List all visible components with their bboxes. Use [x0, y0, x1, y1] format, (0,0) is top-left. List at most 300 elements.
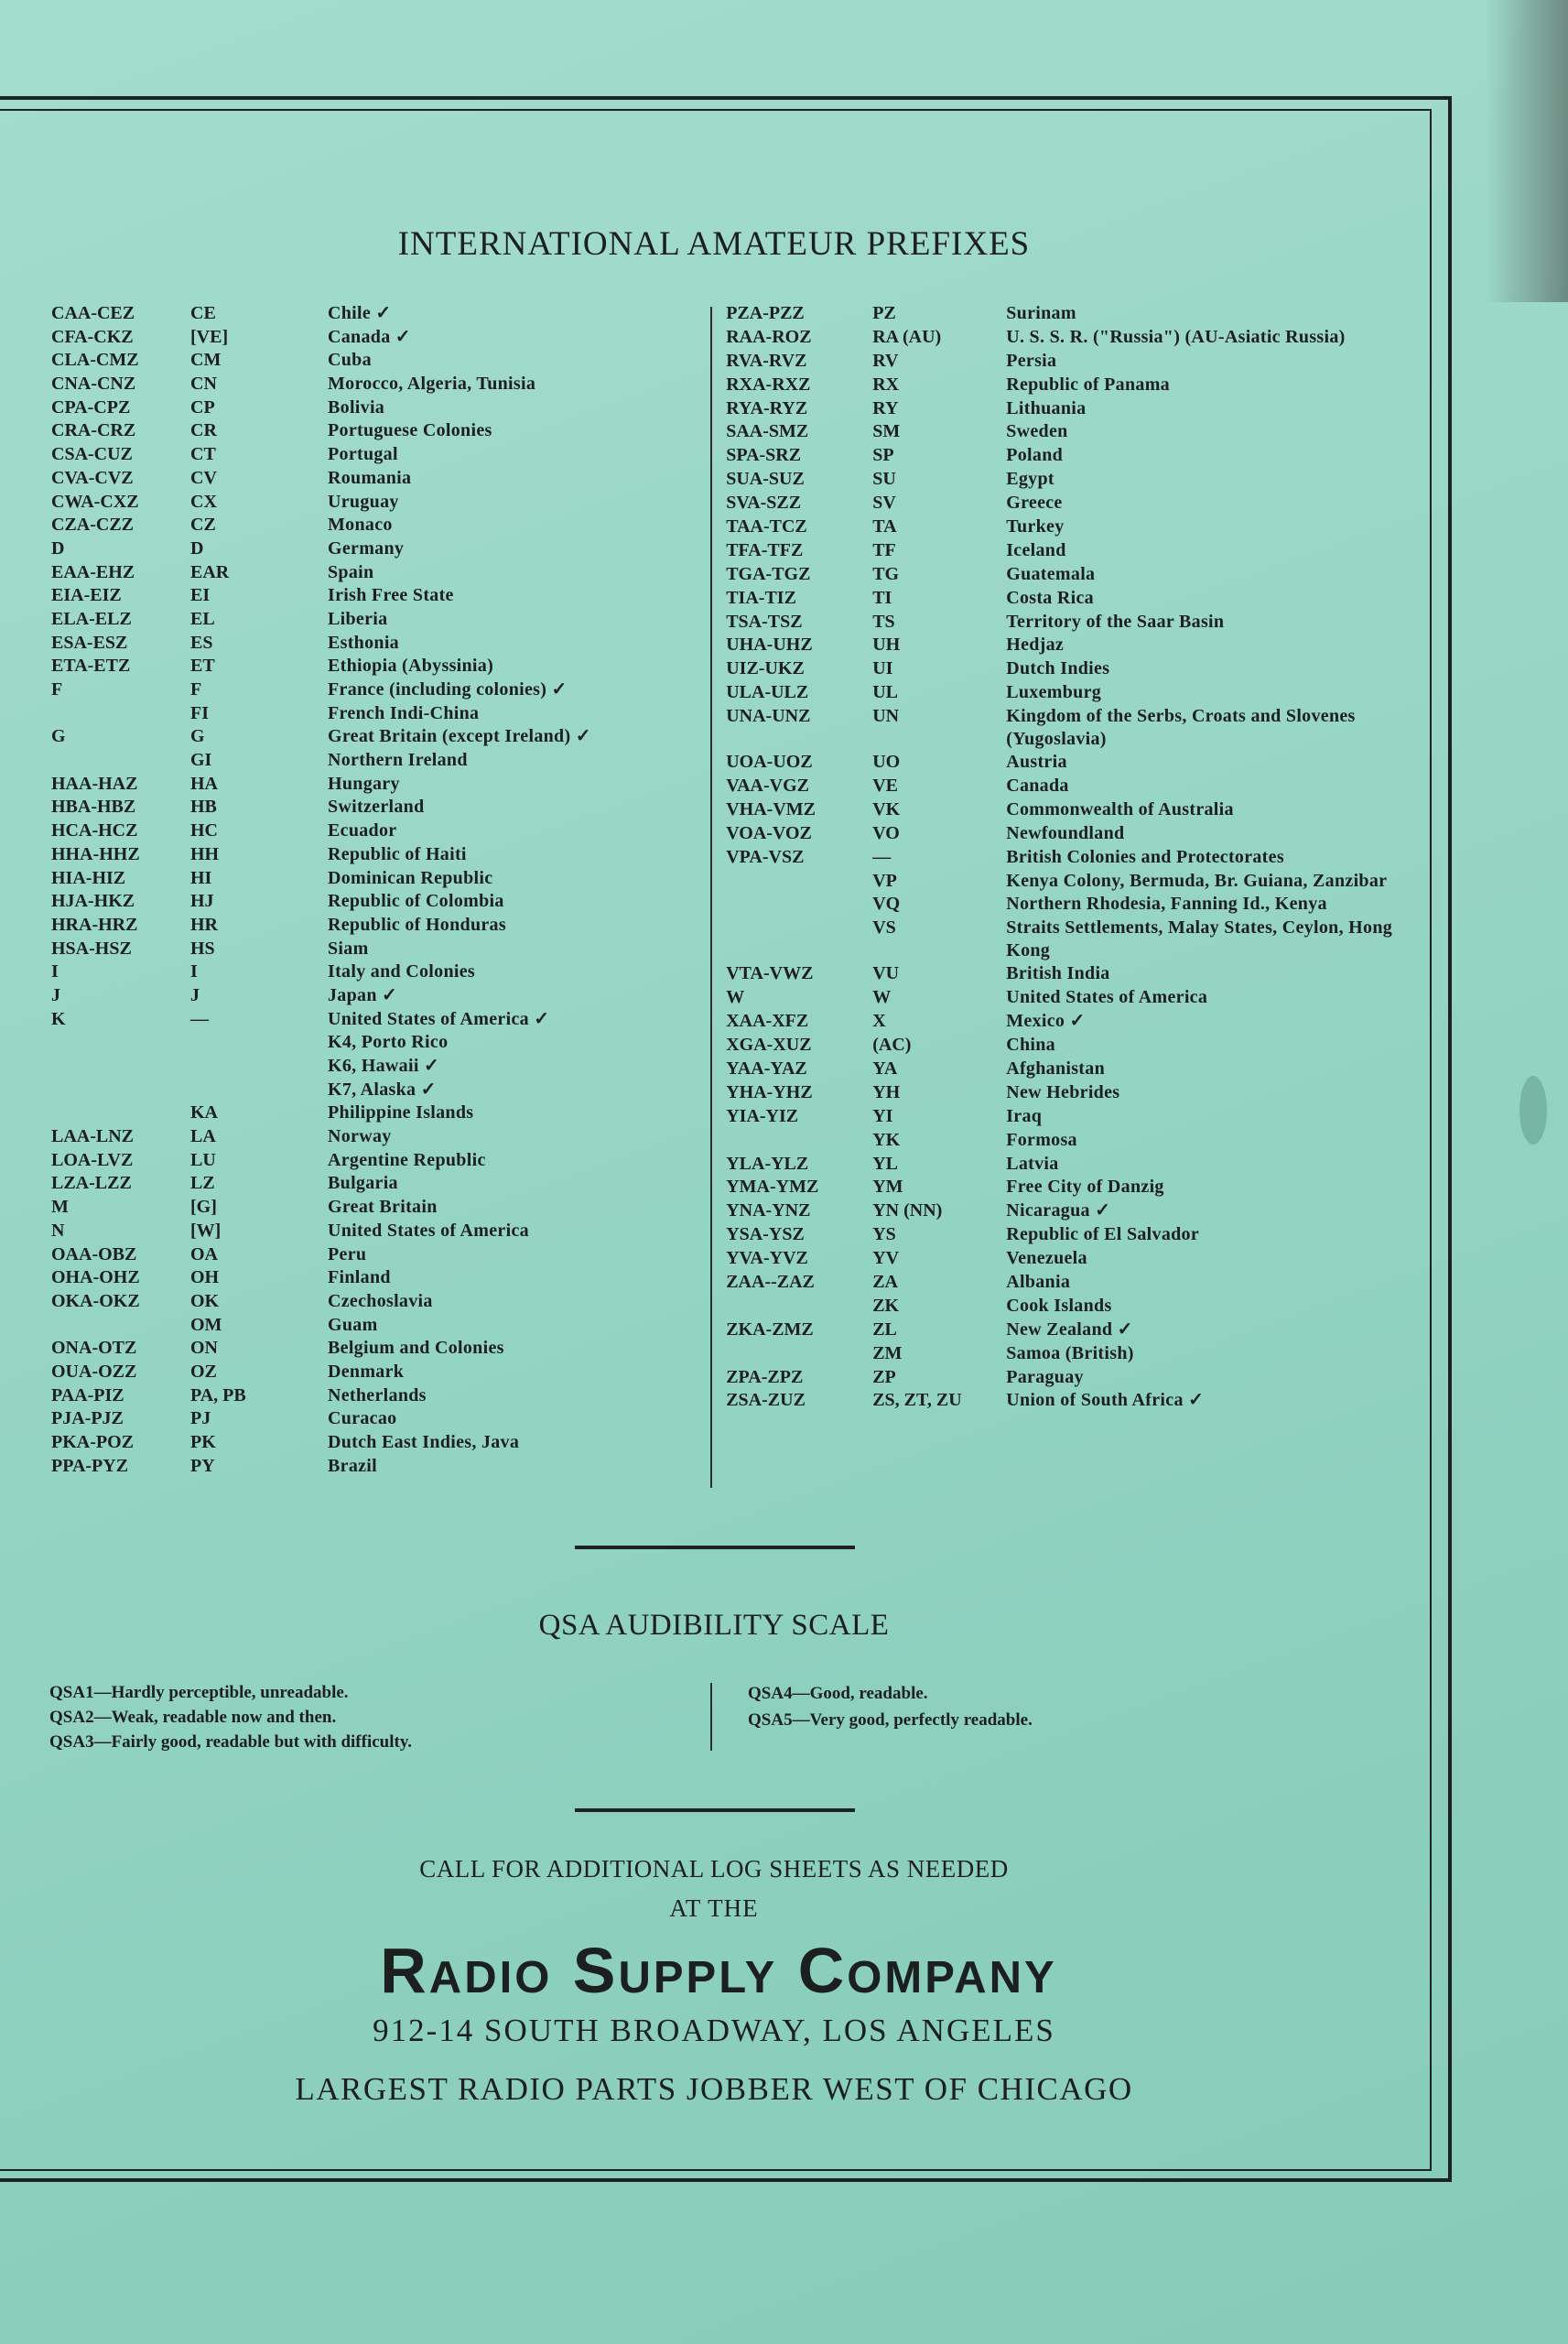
call-block: YAA-YAZ — [726, 1058, 807, 1079]
country: Dominican Republic — [328, 867, 493, 888]
prefix-row — [726, 634, 1415, 657]
prefix-row — [51, 1431, 699, 1455]
country: Portugal — [328, 444, 398, 465]
prefix: CZ — [190, 515, 216, 536]
prefix: UL — [872, 682, 899, 703]
prefix: TF — [872, 539, 896, 560]
prefix-row — [726, 1342, 1415, 1366]
prefix-table — [51, 302, 1415, 1478]
prefix: ZA — [872, 1271, 899, 1292]
country: New Hebrides — [1006, 1081, 1120, 1102]
call-block: CSA-CUZ — [51, 444, 133, 465]
prefix-row — [51, 302, 699, 326]
prefix: RA (AU) — [872, 326, 942, 347]
country: Straits Settlements, Malay States, Ceylon, Hong Kong — [1006, 917, 1393, 961]
prefix-row — [51, 1407, 699, 1431]
country: Northern Ireland — [328, 750, 468, 771]
prefix: OA — [190, 1243, 218, 1264]
company-name: Radio Supply Company — [380, 1935, 1057, 2006]
call-block: RVA-RVZ — [726, 350, 807, 371]
prefix-row — [51, 491, 699, 515]
prefix: RX — [872, 374, 900, 395]
country: Kingdom of the Serbs, Croats and Slovenes (Yugoslavia) — [1006, 706, 1356, 750]
prefix-row — [51, 1101, 699, 1125]
prefix-row — [51, 843, 699, 867]
prefix: X — [872, 1011, 886, 1032]
prefix: YV — [872, 1248, 900, 1269]
prefix-row — [51, 1337, 699, 1361]
country: British India — [1006, 963, 1110, 984]
section-rule — [575, 1546, 855, 1549]
country: Dutch Indies — [1006, 658, 1110, 679]
country: Afghanistan — [1006, 1058, 1105, 1079]
country: Austria — [1006, 752, 1067, 773]
prefix: HI — [190, 867, 212, 888]
country: K7, Alaska ✓ — [328, 1079, 437, 1100]
prefix-row — [726, 563, 1415, 587]
prefix: VS — [872, 917, 896, 939]
country: Republic of Colombia — [328, 891, 504, 912]
country: United States of America ✓ — [328, 1008, 550, 1029]
prefix-row — [51, 984, 699, 1008]
call-block: M — [51, 1197, 69, 1218]
prefix-row — [726, 468, 1415, 492]
country: Peru — [328, 1243, 367, 1264]
prefix: PJ — [190, 1408, 211, 1429]
prefix: YL — [872, 1153, 899, 1174]
prefix: HC — [190, 820, 218, 841]
prefix-row — [51, 1243, 699, 1267]
qsa-list-right — [748, 1680, 1033, 1733]
country: Republic of El Salvador — [1006, 1224, 1200, 1245]
prefix-row — [726, 611, 1415, 635]
call-block: HJA-HKZ — [51, 891, 135, 912]
country: Territory of the Saar Basin — [1006, 611, 1225, 632]
prefix-row — [51, 1266, 699, 1290]
prefix: OH — [190, 1267, 220, 1288]
prefix-row — [726, 1199, 1415, 1223]
country: Ecuador — [328, 820, 397, 841]
prefix-row — [51, 373, 699, 396]
call-block: EIA-EIZ — [51, 585, 122, 606]
country: Irish Free State — [328, 585, 454, 606]
prefix: RY — [872, 397, 899, 418]
call-block: G — [51, 726, 66, 747]
prefix: CE — [190, 303, 216, 323]
country: Dutch East Indies, Java — [328, 1432, 520, 1452]
prefix-row — [726, 1389, 1415, 1413]
call-block: TIA-TIZ — [726, 587, 796, 608]
prefix: ET — [190, 656, 215, 677]
prefix: TI — [872, 587, 892, 608]
prefix-row — [726, 775, 1415, 798]
prefix-row — [726, 1223, 1415, 1247]
prefix-row — [726, 798, 1415, 822]
country: Morocco, Algeria, Tunisia — [328, 374, 536, 395]
prefix: UO — [872, 752, 901, 773]
country: Great Britain (except Ireland) ✓ — [328, 726, 591, 747]
prefix-row — [51, 749, 699, 773]
prefix: (AC) — [872, 1035, 912, 1056]
country: Denmark — [328, 1361, 405, 1382]
country: Samoa (British) — [1006, 1342, 1134, 1363]
prefix-row — [51, 467, 699, 491]
prefix: LA — [190, 1126, 216, 1147]
country: Persia — [1006, 350, 1057, 371]
country: Cook Islands — [1006, 1295, 1112, 1316]
prefix-row — [51, 1172, 699, 1196]
prefix: CV — [190, 467, 217, 488]
prefix: EAR — [190, 561, 230, 582]
country: Surinam — [1006, 303, 1076, 323]
prefix-row — [51, 419, 699, 443]
call-block: YSA-YSZ — [726, 1224, 805, 1245]
call-block: RXA-RXZ — [726, 374, 811, 395]
country: Ethiopia (Abyssinia) — [328, 656, 494, 677]
prefix: KA — [190, 1102, 218, 1123]
call-block: XGA-XUZ — [726, 1035, 812, 1056]
prefix-row — [726, 539, 1415, 563]
call-block: LOA-LVZ — [51, 1149, 134, 1170]
country: Norway — [328, 1126, 392, 1147]
prefix-table-title: INTERNATIONAL AMATEUR PREFIXES — [397, 225, 1031, 263]
qsa-item: QSA3—Fairly good, readable but with difficulty. — [49, 1732, 413, 1752]
call-block: VOA-VOZ — [726, 822, 812, 843]
prefix-row — [51, 702, 699, 726]
prefix-row — [726, 1081, 1415, 1105]
call-block: TSA-TSZ — [726, 611, 803, 632]
call-block: SUA-SUZ — [726, 469, 805, 490]
prefix: UI — [872, 658, 893, 679]
country: U. S. S. R. ("Russia") (AU-Asiatic Russia) — [1006, 326, 1346, 347]
country: Venezuela — [1006, 1248, 1087, 1269]
country: Union of South Africa ✓ — [1006, 1390, 1205, 1411]
prefix: EI — [190, 585, 211, 606]
prefix-row — [51, 1220, 699, 1243]
prefix-row — [51, 960, 699, 984]
prefix: PZ — [872, 303, 896, 323]
call-block: I — [51, 961, 59, 982]
prefix-row — [51, 1361, 699, 1384]
country: French Indi-China — [328, 702, 480, 723]
prefix-row — [726, 397, 1415, 421]
call-block: ETA-ETZ — [51, 656, 131, 677]
call-block: YHA-YHZ — [726, 1081, 813, 1102]
call-block: SAA-SMZ — [726, 421, 809, 442]
prefix: YS — [872, 1224, 896, 1245]
prefix: SU — [872, 469, 896, 490]
prefix: [VE] — [190, 326, 229, 347]
country: Italy and Colonies — [328, 961, 475, 982]
prefix: ZL — [872, 1318, 897, 1340]
call-block: ZSA-ZUZ — [726, 1390, 806, 1411]
company-slogan: LARGEST RADIO PARTS JOBBER WEST OF CHICAGO — [295, 2071, 1133, 2107]
prefix: CM — [190, 350, 222, 371]
call-block: SPA-SRZ — [726, 445, 802, 466]
prefix: LZ — [190, 1173, 215, 1194]
country: Kenya Colony, Bermuda, Br. Guiana, Zanzibar — [1006, 870, 1388, 891]
page-corner-shadow — [1486, 0, 1568, 302]
call-block: HCA-HCZ — [51, 820, 138, 841]
call-block: UHA-UHZ — [726, 635, 813, 656]
call-block: ONA-OTZ — [51, 1338, 137, 1359]
country: Siam — [328, 938, 369, 959]
prefix-row — [51, 1079, 699, 1102]
call-block: W — [726, 987, 745, 1008]
call-block: J — [51, 984, 60, 1005]
country: Republic of Haiti — [328, 843, 467, 864]
prefix-row — [51, 773, 699, 797]
prefix: OK — [190, 1290, 220, 1311]
call-block: CZA-CZZ — [51, 515, 135, 536]
prefix: ZS, ZT, ZU — [872, 1390, 962, 1411]
country: United States of America — [1006, 987, 1208, 1008]
prefix: ZK — [872, 1295, 900, 1316]
call-block: CLA-CMZ — [51, 350, 139, 371]
prefix-row — [726, 986, 1415, 1010]
prefix: ZP — [872, 1366, 896, 1387]
prefix-row — [726, 444, 1415, 468]
prefix-column-right — [726, 302, 1415, 1478]
country: K6, Hawaii ✓ — [328, 1056, 440, 1076]
call-block: SVA-SZZ — [726, 493, 802, 514]
prefix-row — [51, 1149, 699, 1173]
prefix: YA — [872, 1058, 898, 1079]
prefix: — — [872, 846, 892, 867]
country: Bolivia — [328, 396, 385, 418]
qsa-title: QSA AUDIBILITY SCALE — [538, 1609, 890, 1642]
prefix: YH — [872, 1081, 901, 1102]
prefix: VQ — [872, 894, 901, 915]
prefix-row — [51, 796, 699, 819]
prefix: SM — [872, 421, 901, 442]
call-block: HIA-HIZ — [51, 867, 126, 888]
prefix-row — [726, 1034, 1415, 1058]
prefix-row — [726, 420, 1415, 444]
prefix-row — [726, 705, 1415, 751]
prefix-row — [51, 678, 699, 702]
prefix: SV — [872, 493, 896, 514]
country: Turkey — [1006, 516, 1065, 537]
country: Switzerland — [328, 797, 425, 818]
country: Chile ✓ — [328, 303, 392, 323]
country: Iceland — [1006, 539, 1066, 560]
qsa-item: QSA4—Good, readable. — [748, 1684, 928, 1703]
prefix-row — [51, 1455, 699, 1479]
qsa-item: QSA5—Very good, perfectly readable. — [748, 1710, 1033, 1730]
country: Cuba — [328, 350, 372, 371]
prefix-row — [51, 1008, 699, 1032]
prefix-row — [726, 374, 1415, 397]
prefix-row — [51, 326, 699, 350]
country: Latvia — [1006, 1153, 1059, 1174]
call-block: F — [51, 679, 63, 700]
prefix: YN (NN) — [872, 1200, 943, 1221]
prefix-row — [51, 1196, 699, 1220]
call-block: OHA-OHZ — [51, 1267, 140, 1288]
country: Great Britain — [328, 1197, 438, 1218]
country: Formosa — [1006, 1129, 1077, 1150]
prefix-row — [726, 492, 1415, 515]
prefix: TS — [872, 611, 895, 632]
call-block: HHA-HHZ — [51, 843, 140, 864]
country: Poland — [1006, 445, 1064, 466]
prefix-row — [726, 1153, 1415, 1177]
prefix-row — [51, 1290, 699, 1314]
country: Sweden — [1006, 421, 1068, 442]
country: Iraq — [1006, 1105, 1043, 1126]
prefix-row — [51, 561, 699, 585]
country: British Colonies and Protectorates — [1006, 846, 1284, 867]
call-block: ESA-ESZ — [51, 632, 128, 653]
call-block: CFA-CKZ — [51, 326, 134, 347]
call-block: OKA-OKZ — [51, 1290, 140, 1311]
prefix-row — [51, 632, 699, 656]
prefix: VP — [872, 870, 897, 891]
country: Hedjaz — [1006, 635, 1065, 656]
call-block: CVA-CVZ — [51, 467, 134, 488]
prefix-row — [726, 822, 1415, 846]
prefix: I — [190, 961, 198, 982]
prefix: HB — [190, 797, 217, 818]
country: Portuguese Colonies — [328, 420, 492, 441]
prefix-row — [726, 1129, 1415, 1153]
country: Hungary — [328, 773, 400, 794]
call-block: CAA-CEZ — [51, 303, 135, 323]
call-block: TFA-TFZ — [726, 539, 804, 560]
prefix-row — [726, 657, 1415, 681]
call-block: YMA-YMZ — [726, 1177, 819, 1198]
prefix-row — [51, 514, 699, 537]
call-block: CPA-CPZ — [51, 396, 131, 418]
country: Finland — [328, 1267, 391, 1288]
country: Roumania — [328, 467, 412, 488]
country: Bulgaria — [328, 1173, 398, 1194]
paper-stain — [1519, 1076, 1547, 1145]
prefix: HS — [190, 938, 215, 959]
country: Argentine Republic — [328, 1149, 486, 1170]
prefix-row — [726, 893, 1415, 917]
call-block: OAA-OBZ — [51, 1243, 137, 1264]
prefix: RV — [872, 350, 899, 371]
country: Northern Rhodesia, Fanning Id., Kenya — [1006, 894, 1327, 915]
country: Czechoslavia — [328, 1290, 433, 1311]
country: Japan ✓ — [328, 984, 398, 1005]
country: Republic of Honduras — [328, 914, 506, 935]
prefix-row — [726, 962, 1415, 986]
call-block: PJA-PJZ — [51, 1408, 124, 1429]
country: Uruguay — [328, 491, 399, 512]
call-block: PKA-POZ — [51, 1432, 134, 1452]
prefix-row — [726, 681, 1415, 705]
prefix: F — [190, 679, 202, 700]
country: Belgium and Colonies — [328, 1338, 504, 1359]
call-block: YIA-YIZ — [726, 1105, 799, 1126]
prefix-row — [51, 1055, 699, 1079]
call-block: HRA-HRZ — [51, 914, 138, 935]
country: Lithuania — [1006, 397, 1087, 418]
prefix: OM — [190, 1314, 222, 1335]
prefix: ES — [190, 632, 213, 653]
prefix: HA — [190, 773, 218, 794]
prefix: TA — [872, 516, 897, 537]
call-block: RYA-RYZ — [726, 397, 808, 418]
prefix-row — [51, 725, 699, 749]
prefix: FI — [190, 702, 209, 723]
prefix: VK — [872, 798, 901, 819]
prefix: CX — [190, 491, 217, 512]
prefix-row — [51, 1125, 699, 1149]
prefix: [W] — [190, 1220, 222, 1241]
country: Costa Rica — [1006, 587, 1094, 608]
prefix-row — [51, 914, 699, 938]
prefix: G — [190, 726, 205, 747]
country: Luxemburg — [1006, 682, 1102, 703]
prefix-row — [51, 608, 699, 632]
prefix: — — [190, 1008, 209, 1029]
prefix-row — [51, 890, 699, 914]
call-block: PPA-PYZ — [51, 1455, 129, 1476]
call-block: UNA-UNZ — [726, 706, 811, 727]
country: Guam — [328, 1314, 378, 1335]
call-block: VHA-VMZ — [726, 798, 816, 819]
prefix: PA, PB — [190, 1384, 246, 1405]
prefix-column-left — [51, 302, 699, 1478]
prefix: HR — [190, 914, 218, 935]
prefix-row — [51, 584, 699, 608]
prefix: VU — [872, 963, 900, 984]
prefix-row — [726, 1318, 1415, 1342]
prefix: J — [190, 984, 200, 1005]
prefix: UN — [872, 706, 900, 727]
prefix: SP — [872, 445, 894, 466]
prefix-row — [51, 396, 699, 420]
country: Liberia — [328, 608, 388, 629]
country: China — [1006, 1035, 1055, 1056]
qsa-divider — [710, 1683, 712, 1751]
call-block: CWA-CXZ — [51, 491, 139, 512]
prefix: HJ — [190, 891, 214, 912]
call-block: XAA-XFZ — [726, 1011, 809, 1032]
country: Albania — [1006, 1271, 1071, 1292]
prefix-row — [51, 819, 699, 843]
call-block: D — [51, 537, 65, 559]
call-block: ZPA-ZPZ — [726, 1366, 804, 1387]
company-address: 912-14 SOUTH BROADWAY, LOS ANGELES — [373, 2013, 1055, 2048]
call-block: VTA-VWZ — [726, 963, 814, 984]
prefix: CT — [190, 444, 216, 465]
country: Netherlands — [328, 1384, 427, 1405]
prefix-row — [51, 867, 699, 891]
prefix-row — [726, 1295, 1415, 1318]
prefix: LU — [190, 1149, 216, 1170]
call-block: N — [51, 1220, 65, 1241]
call-block: YVA-YVZ — [726, 1248, 808, 1269]
call-block: VAA-VGZ — [726, 776, 809, 797]
prefix: ZM — [872, 1342, 903, 1363]
call-block: ZAA--ZAZ — [726, 1271, 815, 1292]
country: Commonwealth of Australia — [1006, 798, 1234, 819]
country: Monaco — [328, 515, 393, 536]
country: Paraguay — [1006, 1366, 1084, 1387]
prefix: CP — [190, 396, 215, 418]
footer-at-line: AT THE — [669, 1894, 759, 1922]
qsa-item: QSA1—Hardly perceptible, unreadable. — [49, 1683, 349, 1702]
prefix-row — [726, 751, 1415, 775]
prefix-row — [726, 917, 1415, 962]
prefix: W — [872, 987, 892, 1008]
country: Spain — [328, 561, 374, 582]
